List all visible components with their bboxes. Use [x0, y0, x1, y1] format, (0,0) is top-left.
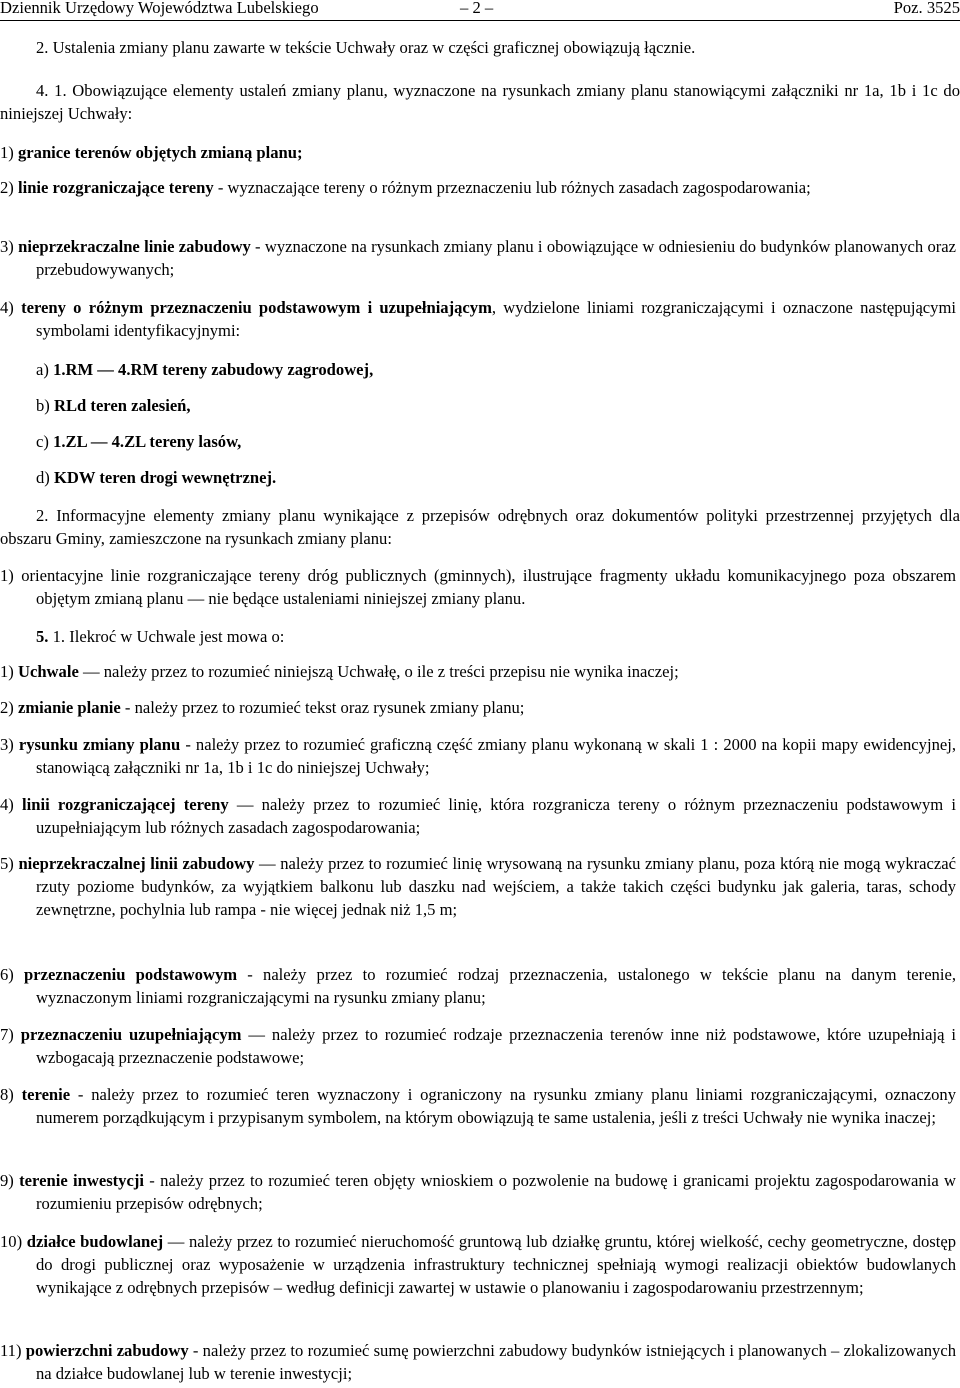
- definition-term: działce budowlanej: [26, 1232, 164, 1251]
- item-term: tereny o różnym przeznaczeniu podstawowym i uzupełniającym: [21, 298, 492, 317]
- paragraph-5: 5. 1. Ilekroć w Uchwale jest mowa o:: [36, 627, 285, 646]
- symbol-c: c) 1.ZL — 4.ZL tereny lasów,: [36, 432, 242, 451]
- paragraph-4-1: 4. 1. Obowiązujące elementy ustaleń zmiany planu, wyznaczone na rysunkach zmiany planu stanowiącymi załączniki nr 1a, 1b i 1c do niniejszej Uchwały:: [0, 81, 960, 123]
- symbol-b: b) RLd teren zalesień,: [36, 396, 191, 415]
- definition-term: nieprzekraczalnej linii zabudowy: [18, 854, 255, 873]
- definition-term: przeznaczeniu podstawowym: [24, 965, 238, 984]
- definition-1: 1) Uchwale — należy przez to rozumieć niniejszą Uchwałę, o ile z treści przepisu nie wynika inaczej;: [0, 662, 679, 681]
- symbol-text: 1.ZL — 4.ZL tereny lasów,: [53, 432, 242, 451]
- item-term: nieprzekraczalne linie zabudowy: [18, 237, 251, 256]
- definition-term: rysunku zmiany planu: [18, 735, 181, 754]
- item-text: , wydzielone liniami rozgraniczającymi i oznaczone następującymi symbolami identyfikacyjnymi:: [36, 298, 956, 340]
- definition-4: 4) linii rozgraniczającej tereny — należy przez to rozumieć linię, która rozgranicza tereny o różnym przeznaczeniu podstawowym i uzupełniającym lub różnych zasadach zagospodarowania;: [0, 795, 956, 837]
- page-header: [0, 0, 960, 21]
- definition-term: terenie: [21, 1085, 71, 1104]
- definition-10: 10) działce budowlanej — należy przez to rozumieć nieruchomość gruntową lub działkę gruntu, której wielkość, cechy geometryczne, dostęp do drogi publicznej oraz wyposażenie w urządzenia infrastruktury technicznej spełniają wymogi realizacji obiektów budowlanych wynikające z odrębnych przepisów – według definicji zawartej w ustawie o planowaniu i zagospodarowaniu przestrzennym;: [0, 1232, 956, 1297]
- informative-item-1: 1) orientacyjne linie rozgraniczające tereny dróg publicznych (gminnych), ilustrujące fragmenty układu komunikacyjnego poza obszarem objętym zmianą planu — nie będące ustaleniami niniejszej zmiany planu.: [0, 566, 956, 608]
- definition-5: 5) nieprzekraczalnej linii zabudowy — należy przez to rozumieć linię wrysowaną na rysunku zmiany planu, poza którą nie mogą wykraczać rzuty poziome budynków, za wyjątkiem balkonu lub daszku nad wejściem, a także takich części budynku jak galeria, taras, schody zewnętrzne, pochylnia lub rampa - nie więcej jednak niż 1,5 m;: [0, 854, 956, 919]
- item-number: 3): [0, 237, 14, 256]
- item-term: linie rozgraniczające tereny: [17, 178, 214, 197]
- item-number: 1): [0, 143, 14, 162]
- definition-11: 11) powierzchni zabudowy - należy przez to rozumieć sumę powierzchni zabudowy budynków istniejących i planowanych – zlokalizowanych na działce budowlanej lub w terenie inwestycji;: [0, 1341, 956, 1383]
- definition-8: 8) terenie - należy przez to rozumieć teren wyznaczony i ograniczony na rysunku zmiany planu liniami rozgraniczającymi, oznaczony numerem porządkującym i przypisanym symbolem, na którym obowiązują te same ustalenia, jeśli z treści Uchwały nie wynika inaczej;: [0, 1085, 956, 1127]
- journal-title: Dziennik Urzędowy Województwa Lubelskiego: [0, 0, 319, 17]
- item-text: - wyznaczone na rysunkach zmiany planu i obowiązujące w odniesieniu do budynków planowanych oraz przebudowywanych;: [36, 237, 957, 279]
- definition-term: linii rozgraniczającej tereny: [22, 795, 229, 814]
- definition-3: 3) rysunku zmiany planu - należy przez to rozumieć graficzną część zmiany planu wykonaną w skali 1 : 2000 na kopii mapy ewidencyjnej, stanowiącą załączniki nr 1a, 1b i 1c do niniejszej Uchwały;: [0, 735, 956, 777]
- symbol-text: 1.RM — 4.RM tereny zabudowy zagrodowej,: [53, 360, 374, 379]
- definition-term: przeznaczeniu uzupełniającym: [20, 1025, 242, 1044]
- mandatory-item-1: [0, 141, 956, 164]
- mandatory-item-3: [0, 235, 957, 281]
- paragraph-2: 2. Ustalenia zmiany planu zawarte w tekście Uchwały oraz w części graficznej obowiązują łącznie.: [36, 38, 696, 57]
- item-text: - wyznaczające tereny o różnym przeznaczeniu lub różnych zasadach zagospodarowania;: [213, 178, 811, 197]
- item-number: 4): [0, 298, 14, 317]
- definition-6: 6) przeznaczeniu podstawowym - należy przez to rozumieć rodzaj przeznaczenia, ustalonego w tekście planu na danym terenie, wyznaczonym liniami rozgraniczającymi na rysunku zmiany planu;: [0, 965, 956, 1007]
- mandatory-item-4: [0, 296, 956, 342]
- definition-term: zmianie planie: [17, 698, 121, 717]
- symbol-text: RLd teren zalesień,: [53, 396, 191, 415]
- section-number: 5.: [36, 627, 49, 646]
- page-number: – 2 –: [460, 0, 494, 17]
- definition-term: terenie inwestycji: [19, 1171, 144, 1190]
- definition-2: 2) zmianie planie - należy przez to rozumieć tekst oraz rysunek zmiany planu;: [0, 698, 525, 717]
- symbol-d: d) KDW teren drogi wewnętrznej.: [36, 468, 277, 487]
- position-number: Poz. 3525: [893, 0, 960, 17]
- mandatory-item-2: [0, 176, 956, 199]
- paragraph-4-2: 2. Informacyjne elementy zmiany planu wynikające z przepisów odrębnych oraz dokumentów polityki przestrzennej przyjętych dla obszaru Gminy, zamieszczone na rysunkach zmiany planu:: [0, 506, 960, 548]
- item-number: 2): [0, 178, 14, 197]
- symbol-text: KDW teren drogi wewnętrznej.: [53, 468, 277, 487]
- symbol-a: a) 1.RM — 4.RM tereny zabudowy zagrodowej,: [36, 360, 374, 379]
- definition-term: Uchwale: [17, 662, 79, 681]
- item-term: granice terenów objętych zmianą planu;: [17, 143, 303, 162]
- definition-7: 7) przeznaczeniu uzupełniającym — należy przez to rozumieć rodzaje przeznaczenia terenów inne niż podstawowe, które uzupełniają i wzbogacają przeznaczenie podstawowe;: [0, 1025, 957, 1067]
- definition-term: powierzchni zabudowy: [25, 1341, 189, 1360]
- definition-9: 9) terenie inwestycji - należy przez to rozumieć teren objęty wnioskiem o pozwolenie na budowę i granicami projektu zagospodarowania w rozumieniu przepisów odrębnych;: [0, 1171, 956, 1213]
